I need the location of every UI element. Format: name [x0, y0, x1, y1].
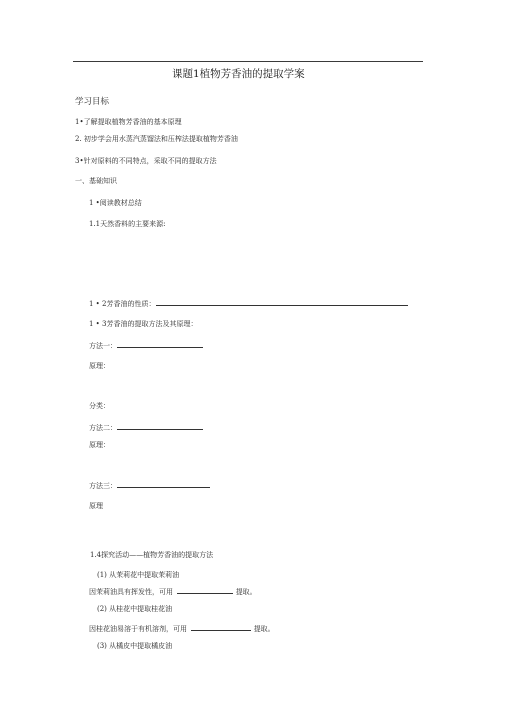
goal-3: 3•针对原料的不同特点，采取不同的提取方法 — [75, 157, 217, 165]
method-1-label: 方法一： — [89, 342, 117, 350]
method-2 — [89, 423, 203, 433]
question-1: (1) 从茉莉花中提取茉莉油 — [97, 571, 180, 579]
method-3-label: 方法三： — [89, 482, 117, 490]
principle-1: 原理： — [89, 362, 110, 370]
classification: 分类： — [89, 402, 110, 410]
item-1-4: 1.4探究活动——植物芳香油的提取方法 — [90, 551, 214, 559]
item-1-1: 1.1天然香料的主要来源: — [89, 220, 166, 228]
goals-heading: 学习目标 — [75, 97, 110, 107]
page-title: 课题1植物芳香油的提取学案 — [172, 68, 305, 80]
question-3: (3) 从橘皮中提取橘皮油 — [97, 642, 173, 650]
question-1-prefix: 因茉莉油具有挥发性，可用 — [89, 588, 173, 596]
section-basic-knowledge: 一、基础知识 — [75, 177, 117, 185]
answer-blank-q2[interactable] — [191, 624, 251, 631]
question-1-text — [89, 587, 257, 597]
question-2-text — [89, 624, 275, 634]
method-1 — [89, 341, 203, 351]
principle-3: 原理 — [89, 502, 103, 510]
goal-2: 2. 初步学会用水蒸汽蒸馏法和压榨法提取植物芳香油 — [75, 135, 238, 143]
question-1-suffix: 提取。 — [235, 588, 257, 596]
answer-blank-method-3[interactable] — [117, 481, 210, 488]
answer-blank-q1[interactable] — [177, 587, 233, 594]
goal-1: 1•了解提取植物芳香油的基本原理 — [75, 118, 182, 126]
answer-blank-method-1[interactable] — [117, 341, 203, 348]
question-2: (2) 从桂花中提取桂花油 — [97, 605, 173, 613]
method-2-label: 方法二： — [89, 424, 117, 432]
answer-blank-method-2[interactable] — [117, 423, 203, 430]
answer-blank-properties[interactable] — [156, 299, 408, 306]
question-2-prefix: 因桂花油易溶于有机溶剂，可用 — [89, 625, 187, 633]
question-2-suffix: 提取。 — [253, 625, 275, 633]
item-1-2-label: 1 • 2芳香油的性质： — [89, 300, 156, 308]
top-rule — [73, 61, 423, 62]
item-1-3: 1 • 3芳香油的提取方法及其原理： — [89, 320, 198, 328]
item-1-2 — [89, 299, 408, 309]
item-1: 1 •阅读教材总结 — [89, 199, 142, 207]
principle-2: 原理： — [89, 441, 110, 449]
method-3 — [89, 481, 210, 491]
